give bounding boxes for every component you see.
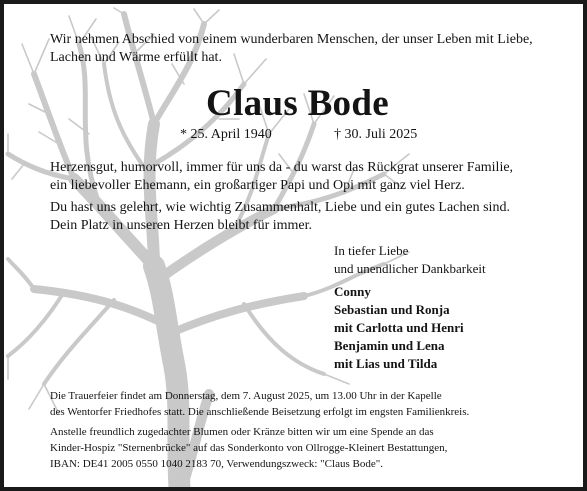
mourners-list: [334, 283, 464, 373]
intro-line: Wir nehmen Abschied von einem wunderbaren Menschen, der unser Leben mit Liebe,: [50, 32, 533, 47]
donation-notice: [50, 424, 447, 472]
death-date: † 30. Juli 2025: [334, 127, 418, 142]
mourner-name: Conny: [334, 284, 371, 299]
birth-date: * 25. April 1940: [180, 127, 272, 142]
funeral-service-notice: [50, 388, 469, 420]
tribute-line: Herzensgut, humorvoll, immer für uns da - du warst das Rückgrat unserer Familie,: [50, 160, 514, 175]
tribute-line: Du hast uns gelehrt, wie wichtig Zusammenhalt, Liebe und ein gutes Lachen sind.: [50, 200, 510, 215]
donation-line: Kinder-Hospiz "Sternenbrücke" auf das Sonderkonto von Ollrogge-Kleinert Bestattungen,: [50, 442, 448, 454]
donation-line: Anstelle freundlich zugedachter Blumen oder Kränze bitten wir um eine Spende an das: [50, 426, 434, 438]
deceased-name: Claus Bode: [206, 83, 389, 124]
mourner-name: mit Carlotta und Henri: [334, 320, 464, 335]
tribute-paragraph-2: [50, 199, 510, 235]
mourning-phrase: [334, 242, 486, 278]
mourner-name: mit Lias und Tilda: [334, 356, 438, 371]
mourner-name: Sebastian und Ronja: [334, 302, 450, 317]
mourning-line: und unendlicher Dankbarkeit: [334, 261, 486, 276]
tribute-paragraph-1: [50, 159, 513, 195]
mourning-line: In tiefer Liebe: [334, 243, 409, 258]
mourner-name: Benjamin und Lena: [334, 338, 445, 353]
intro-line: Lachen und Wärme erfüllt hat.: [50, 50, 222, 65]
donation-line: IBAN: DE41 2005 0550 1040 2183 70, Verwendungszweck: "Claus Bode".: [50, 458, 383, 470]
service-line: des Wentorfer Friedhofes statt. Die anschließende Beisetzung erfolgt im engsten Familienkreis.: [50, 406, 470, 418]
tribute-line: Dein Platz in unseren Herzen bleibt für immer.: [50, 218, 313, 233]
tribute-line: ein liebevoller Ehemann, ein großartiger Papi und Opi mit ganz viel Herz.: [50, 178, 465, 193]
intro-text: [50, 31, 533, 67]
service-line: Die Trauerfeier findet am Donnerstag, dem 7. August 2025, um 13.00 Uhr in der Kapelle: [50, 390, 442, 402]
